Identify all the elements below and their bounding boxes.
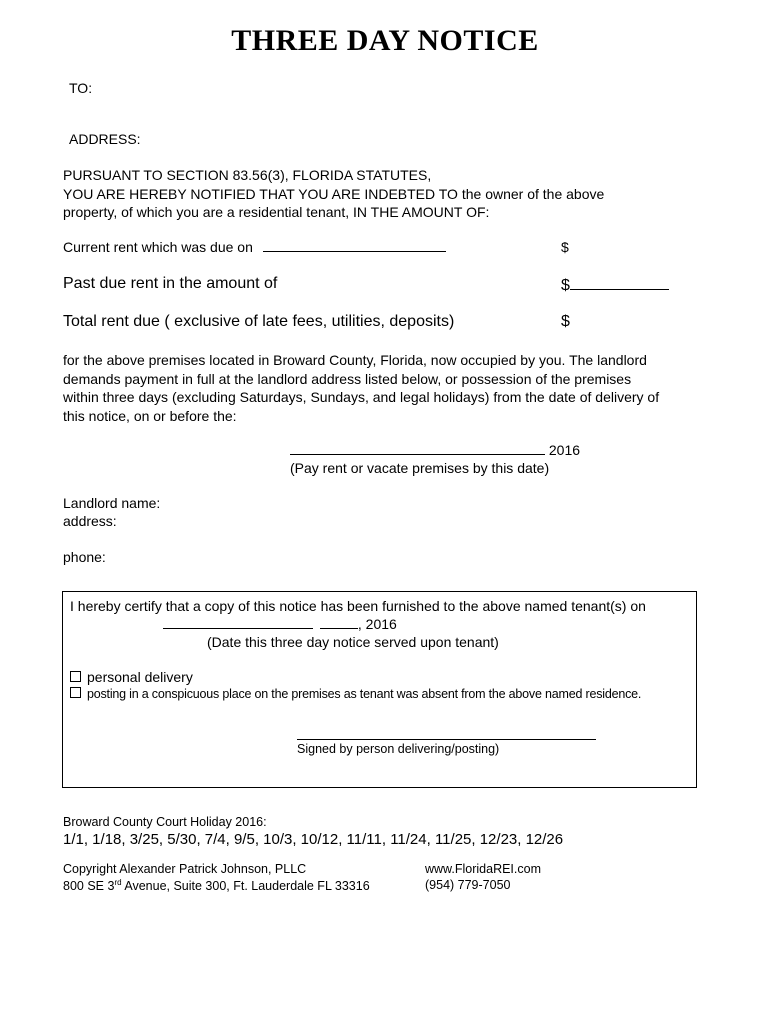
holidays-heading: Broward County Court Holiday 2016:: [63, 815, 267, 829]
premises-line-4: this notice, on or before the:: [63, 407, 237, 424]
holidays-list: 1/1, 1/18, 3/25, 5/30, 7/4, 9/5, 10/3, 10/12, 11/11, 11/24, 11/25, 12/23, 12/26: [63, 831, 564, 848]
statute-paragraph: [63, 166, 604, 222]
footer-address-suffix: Avenue, Suite 300, Ft. Lauderdale FL 33316: [121, 879, 370, 894]
past-due-amount-blank[interactable]: [570, 275, 669, 290]
landlord-name-label: Landlord name:: [63, 495, 161, 511]
to-label: TO:: [69, 80, 93, 96]
past-due-label: Past due rent in the amount of: [63, 275, 278, 292]
signature-line[interactable]: [297, 739, 596, 740]
certification-date-caption: (Date this three day notice served upon tenant): [207, 634, 499, 650]
certification-year: , 2016: [357, 616, 397, 632]
current-rent-label: Current rent which was due on: [63, 239, 253, 255]
past-due-row-amount: [561, 275, 669, 295]
footer-address-sup: rd: [114, 878, 122, 887]
premises-paragraph: [63, 351, 659, 425]
address-label: ADDRESS:: [69, 131, 141, 147]
footer-address-prefix: 800 SE 3: [63, 879, 115, 894]
footer-copyright: Copyright Alexander Patrick Johnson, PLLC: [63, 862, 307, 876]
option-personal-delivery[interactable]: [70, 669, 193, 685]
total-rent-label: Total rent due ( exclusive of late fees, utilities, deposits): [63, 313, 455, 330]
posting-label: posting in a conspicuous place on the premises as tenant was absent from the above named residence.: [87, 687, 642, 701]
page-title: THREE DAY NOTICE: [231, 24, 539, 57]
service-day-blank[interactable]: [320, 616, 358, 629]
premises-line-3: within three days (excluding Saturdays, Sundays, and legal holidays) from the date of delivery of: [63, 389, 660, 405]
service-date-blank[interactable]: [163, 616, 313, 629]
statute-line-2: YOU ARE HEREBY NOTIFIED THAT YOU ARE INDEBTED TO the owner of the above: [63, 185, 605, 202]
deadline-row: [290, 442, 580, 458]
footer-address: [63, 878, 370, 893]
posting-checkbox[interactable]: [70, 687, 81, 698]
certification-date-row: [163, 616, 397, 632]
personal-delivery-label: personal delivery: [87, 669, 193, 685]
premises-line-1: for the above premises located in Broward County, Florida, now occupied by you. The landlord: [63, 352, 647, 368]
landlord-phone-label: phone:: [63, 549, 106, 565]
certification-statement: I hereby certify that a copy of this notice has been furnished to the above named tenant(s) on: [70, 598, 646, 614]
past-due-dollar: $: [561, 277, 570, 294]
deadline-year: 2016: [548, 442, 581, 458]
signature-caption: Signed by person delivering/posting): [297, 742, 500, 756]
option-posting[interactable]: [70, 687, 641, 701]
total-rent-dollar: $: [561, 313, 570, 330]
current-rent-date-blank[interactable]: [263, 239, 446, 252]
current-rent-row: [63, 239, 446, 255]
deadline-caption: (Pay rent or vacate premises by this date): [290, 460, 550, 476]
statute-line-1: PURSUANT TO SECTION 83.56(3), FLORIDA STATUTES,: [63, 167, 432, 183]
statute-line-3: property, of which you are a residential tenant, IN THE AMOUNT OF:: [63, 204, 490, 220]
landlord-address-label: address:: [63, 513, 117, 529]
personal-delivery-checkbox[interactable]: [70, 671, 81, 682]
premises-line-2: demands payment in full at the landlord address listed below, or possession of the premises: [63, 370, 632, 387]
footer-phone: (954) 779-7050: [425, 878, 511, 892]
footer-website: www.FloridaREI.com: [425, 862, 541, 876]
current-rent-dollar: $: [561, 239, 569, 255]
deadline-date-blank[interactable]: [290, 442, 545, 455]
